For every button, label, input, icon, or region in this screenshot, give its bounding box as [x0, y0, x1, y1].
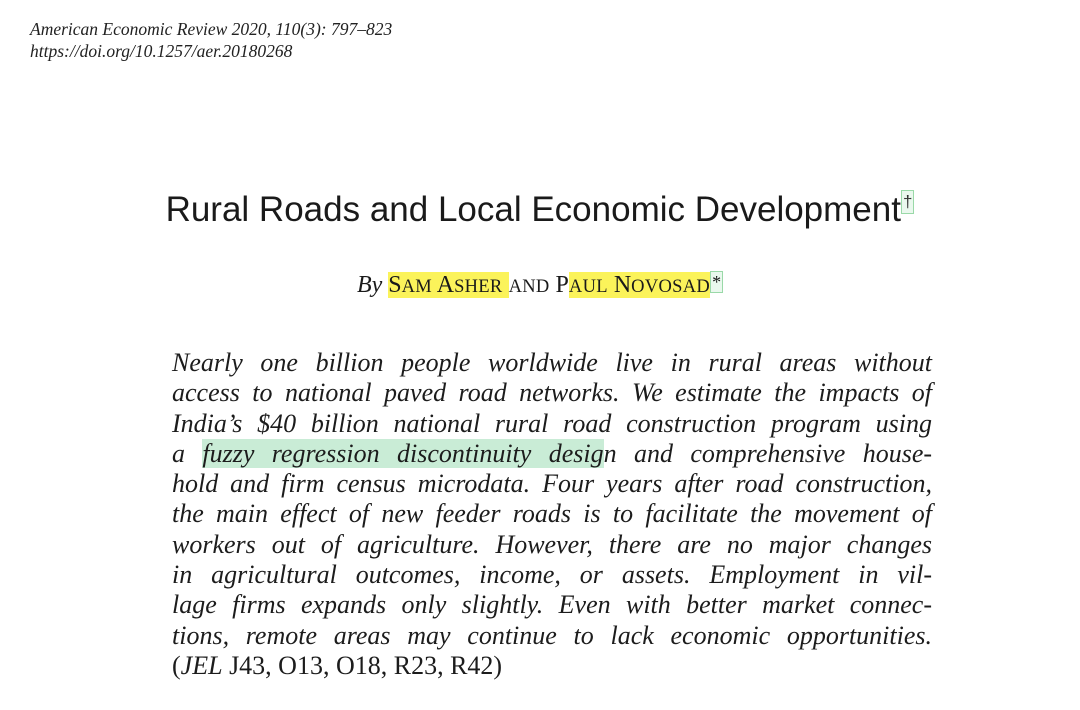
author2-first-rest: AUL	[568, 277, 608, 297]
abstract-line: the main effect of new feeder roads is to facilitate the movement of	[172, 499, 932, 529]
abstract-line: in agricultural outcomes, income, or assets. Employment in vil-	[172, 560, 932, 590]
author1-first-rest: AM	[401, 277, 433, 297]
highlighted-phrase[interactable]: fuzzy regression discontinuity desig	[202, 438, 604, 468]
jel-codes	[172, 651, 932, 681]
byline-and: AND	[508, 277, 550, 297]
jel-code-list: J43, O13, O18, R23, R42)	[229, 650, 503, 680]
author2-last-rest: OVOSAD	[631, 277, 711, 297]
author-footnote-marker[interactable]: *	[712, 272, 722, 292]
abstract-line: India’s $40 billion national rural road construction program using	[172, 408, 932, 438]
abstract-line: tions, remote areas may continue to lack economic opportunities.	[172, 620, 932, 650]
doi-link[interactable]: https://doi.org/10.1257/aer.20180268	[30, 41, 293, 61]
abstract-line: access to national paved road networks. We estimate the impacts of	[172, 378, 932, 408]
jel-open-paren: (	[172, 650, 181, 680]
jel-label: JEL	[180, 650, 223, 680]
abstract-line: lage firms expands only slightly. Even with better market connec-	[172, 590, 932, 620]
abstract-line-rest: and comprehensive house-	[633, 438, 933, 468]
author-sam-asher[interactable]	[388, 272, 508, 298]
author1-initial: S	[388, 272, 402, 298]
author2-last-initial: N	[613, 272, 632, 298]
abstract-line: Nearly one billion people worldwide live in rural areas without	[172, 348, 932, 377]
abstract-line: workers out of agriculture. However, there are no major changes	[172, 529, 932, 559]
abstract	[172, 348, 932, 681]
author-paul-novosad[interactable]	[569, 272, 710, 298]
author1-last-rest: SHER	[454, 277, 503, 297]
title-footnote-marker[interactable]: †	[901, 190, 914, 214]
paper-title	[0, 188, 1080, 232]
journal-header	[30, 18, 392, 62]
abstract-word: a	[172, 438, 185, 468]
author-byline	[0, 268, 1080, 304]
author1-last-initial: A	[436, 272, 455, 298]
abstract-word: n	[603, 438, 617, 468]
abstract-line-highlighted	[172, 439, 932, 469]
abstract-line: hold and firm census microdata. Four years after road construction,	[172, 469, 932, 499]
author2-initial: P	[555, 272, 569, 298]
paper-title-text: Rural Roads and Local Economic Development	[165, 190, 901, 229]
byline-by: By	[356, 272, 383, 298]
journal-citation: American Economic Review 2020, 110(3): 797–823	[30, 19, 393, 39]
